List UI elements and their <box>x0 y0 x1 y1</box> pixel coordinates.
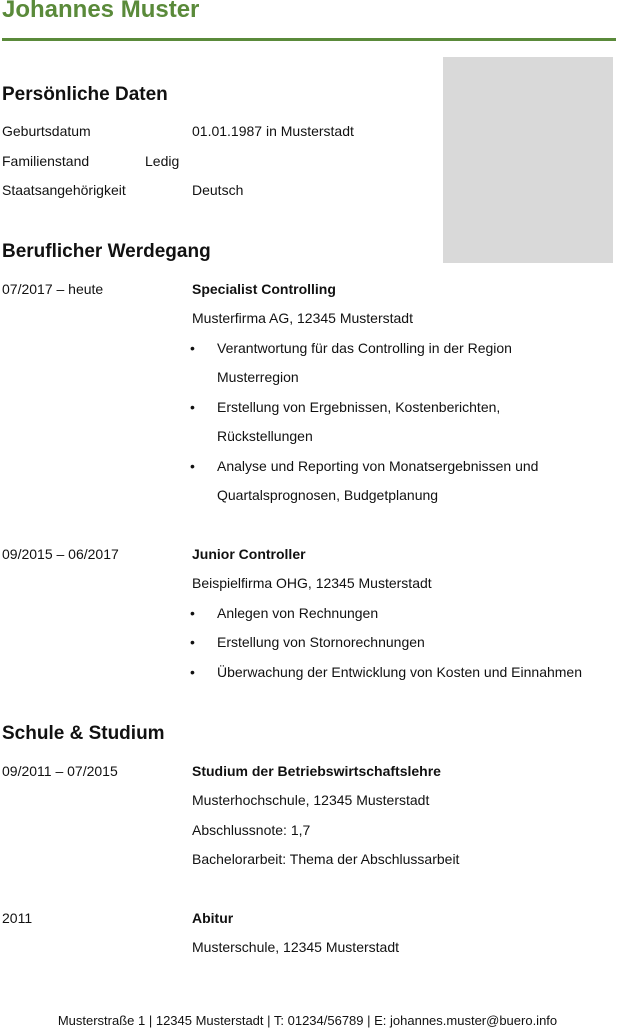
job-bullet-text: Analyse und Reporting von Monatsergebnissen und <box>217 458 539 474</box>
education-title: Abitur <box>192 910 234 926</box>
bullet-icon: • <box>190 399 195 415</box>
section-heading-career: Beruflicher Werdegang <box>2 241 211 262</box>
nationality-label: Staatsangehörigkeit <box>2 182 126 198</box>
job-title: Specialist Controlling <box>192 281 336 297</box>
resume-name: Johannes Muster <box>2 0 200 23</box>
education-detail: Abschlussnote: 1,7 <box>192 822 311 838</box>
birth-label: Geburtsdatum <box>2 123 91 139</box>
section-heading-education: Schule & Studium <box>2 723 165 744</box>
bullet-icon: • <box>190 634 195 650</box>
job-bullet-text: Überwachung der Entwicklung von Kosten und Einnahmen <box>217 664 583 680</box>
family-value: Ledig <box>145 153 180 169</box>
job-period: 07/2017 – heute <box>2 281 104 297</box>
education-title: Studium der Betriebswirtschaftslehre <box>192 763 441 779</box>
nationality-value: Deutsch <box>192 182 244 198</box>
job-title: Junior Controller <box>192 546 306 562</box>
education-detail: Musterschule, 12345 Musterstadt <box>192 939 399 955</box>
job-bullet-text: Quartalsprognosen, Budgetplanung <box>217 487 439 503</box>
education-period: 09/2011 – 07/2015 <box>2 763 118 779</box>
job-bullet-text: Verantwortung für das Controlling in der Region <box>217 340 512 356</box>
photo-placeholder <box>443 57 613 263</box>
education-detail: Musterhochschule, 12345 Musterstadt <box>192 792 430 808</box>
header-divider <box>2 38 616 41</box>
job-company: Beispielfirma OHG, 12345 Musterstadt <box>192 575 432 591</box>
job-bullet-text: Rückstellungen <box>217 428 313 444</box>
bullet-icon: • <box>190 664 195 680</box>
education-period: 2011 <box>2 910 33 926</box>
job-bullet-text: Musterregion <box>217 369 299 385</box>
bullet-icon: • <box>190 605 195 621</box>
job-bullet-text: Anlegen von Rechnungen <box>217 605 379 621</box>
job-period: 09/2015 – 06/2017 <box>2 546 119 562</box>
job-bullet-text: Erstellung von Ergebnissen, Kostenberichten, <box>217 399 501 415</box>
birth-value: 01.01.1987 in Musterstadt <box>192 123 354 139</box>
job-bullet-text: Erstellung von Stornorechnungen <box>217 634 425 650</box>
footer-contact: Musterstraße 1 | 12345 Musterstadt | T: 01234/56789 | E: johannes.muster@buero.info <box>57 1013 558 1028</box>
bullet-icon: • <box>190 340 195 356</box>
job-company: Musterfirma AG, 12345 Musterstadt <box>192 310 413 326</box>
bullet-icon: • <box>190 458 195 474</box>
family-label: Familienstand <box>2 153 90 169</box>
education-detail: Bachelorarbeit: Thema der Abschlussarbeit <box>192 851 460 867</box>
section-heading-personal: Persönliche Daten <box>2 84 168 105</box>
